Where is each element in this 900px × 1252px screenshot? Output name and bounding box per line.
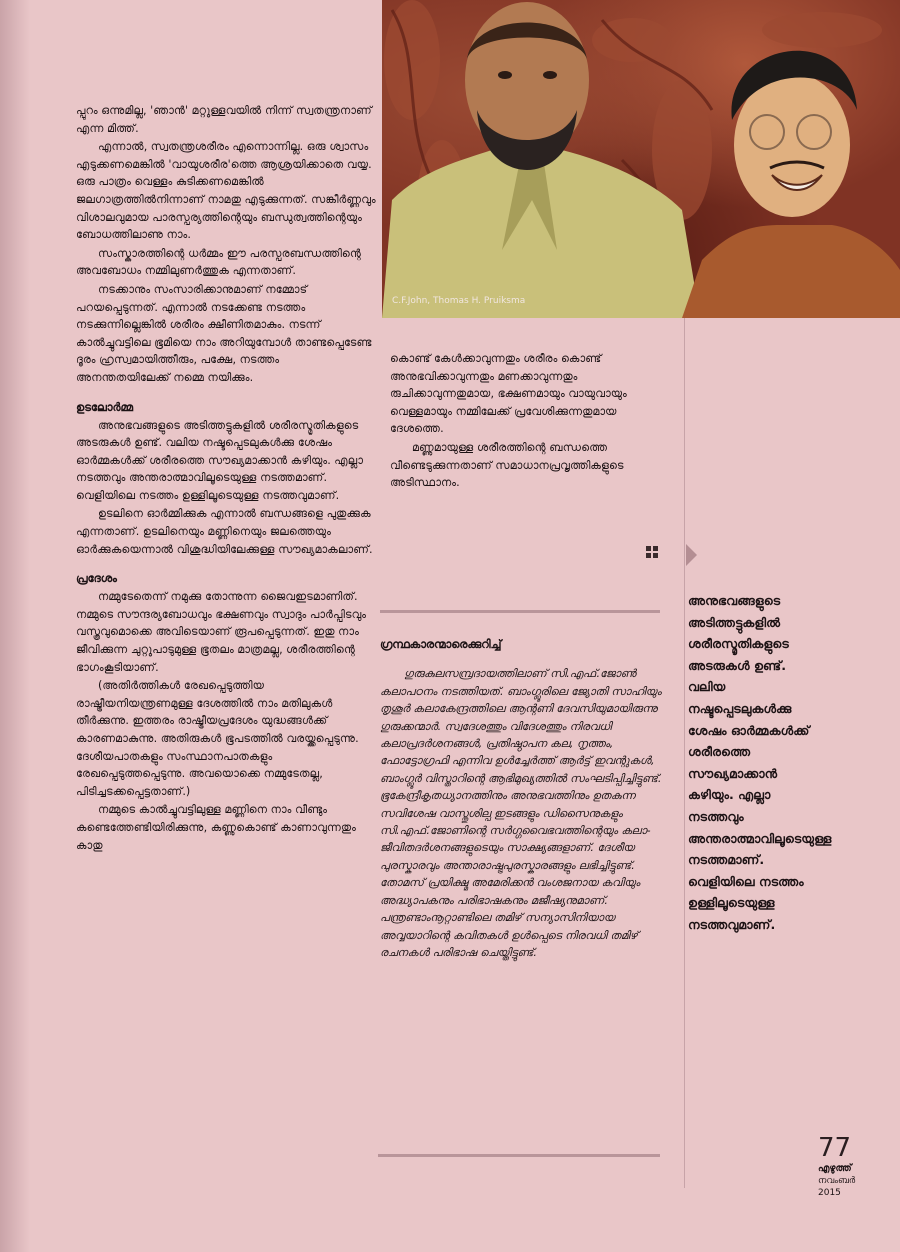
section-heading: പ്രദേശം	[76, 571, 117, 586]
column-divider	[684, 318, 685, 1188]
paragraph: കൊണ്ട് കേൾക്കാവുന്നതും ശരീരം കൊണ്ട് അനുഭവിക്കാവുന്നതും മണക്കാവുന്നതും രുചിക്കാവുന്നതുമായ, ഭക്ഷണമായും വായുവായും വെള്ളമായും നമ്മിലേക്ക് പ്രവേശിക്കുന്നതുമായ ദേശത്തെ.	[390, 352, 627, 436]
paragraph: ഉടലിനെ ഓർമ്മിക്കുക എന്നാൽ ബന്ധങ്ങളെ പുതുക്കുക എന്നതാണ്. ഉടലിനെയും മണ്ണിനെയും ജലത്തെയും ഓർക്കുകയെന്നാൽ വിശുദ്ധിയിലേക്കുള്ള സൗഖ്യമാകലാണ്.	[76, 507, 373, 556]
arrow-marker-icon	[686, 544, 697, 566]
magazine-name: എഴുത്ത്	[818, 1163, 852, 1174]
page-number: 77	[818, 1133, 852, 1163]
box-rule-bottom	[378, 1154, 660, 1157]
paragraph: അനുഭവങ്ങളുടെ അടിത്തട്ടുകളിൽ ശരീരസ്മൃതികളുടെ അടരുകൾ ഉണ്ട്. വലിയ നഷ്ടപ്പെടലുകൾക്കു ശേഷം ഓർമ്മകൾക്ക് ശരീരത്തെ സൗഖ്യമാക്കാൻ കഴിയും. എല്ലാ നടത്തവും അന്തരാത്മാവിലൂടെയുള്ള നടത്തമാണ്. വെളിയിലെ നടത്തം ഉള്ളിലൂടെയുള്ള നടത്തവുമാണ്.	[76, 418, 363, 502]
paragraph: പ്പുറം ഒന്നുമില്ല, 'ഞാൻ' മറ്റുള്ളവയിൽ നിന്ന് സ്വതന്ത്രനാണ് എന്ന മിത്ത്.	[76, 104, 372, 135]
paragraph: സംസ്കാരത്തിന്റെ ധർമ്മം ഈ പരസ്പരബന്ധത്തിന്റെ അവബോധം നമ്മിലുണർത്തുക എന്നതാണ്.	[76, 246, 362, 278]
about-authors-box	[380, 636, 662, 961]
photo-caption: C.F.John, Thomas H. Pruiksma	[392, 296, 526, 306]
right-person	[682, 51, 900, 318]
article-left-column	[76, 102, 376, 855]
paragraph: എന്നാൽ, സ്വതന്ത്രശരീരം എന്നൊന്നില്ല. ഒരു ശ്വാസം എടുക്കണമെങ്കിൽ 'വായുശരീര'ത്തെ ആശ്രയിക്കാതെ വയ്യ. ഒരു പാത്രം വെള്ളം കുടിക്കണമെങ്കിൽ ജലഗാത്രത്തിൽനിന്നാണ് നാമതു എടുക്കുന്നത്. സങ്കീർണ്ണവും വിശാലവുമായ പാരസ്പര്യത്തിന്റെയും ബന്ധുത്വത്തിന്റെയും ബോധത്തിലാണു നാം.	[76, 140, 376, 242]
page-folio	[818, 1134, 855, 1199]
page-gutter-shade	[0, 0, 30, 1252]
section-heading: ഉടലോർമ്മ	[76, 399, 133, 414]
article-middle-column	[390, 350, 662, 493]
box-rule-top	[380, 610, 660, 613]
paragraph: നടക്കാനും സംസാരിക്കാനുമാണ് നമ്മോട് പറയപ്പെടുന്നത്. എന്നാൽ നടക്കേണ്ട നടത്തം നടക്കുന്നില്ലെങ്കിൽ ശരീരം ക്ഷീണിതമാകും. നടന്ന് കാൽച്ചുവട്ടിലെ ഭൂമിയെ നാം അറിയുമ്പോൾ താണ്ടപ്പെടേണ്ട ദൂരം ഹ്രസ്വമായിത്തീരും, പക്ഷേ, നടത്തം അനന്തതയിലേക്ക് നമ്മെ നയിക്കും.	[76, 282, 372, 384]
pull-quote: അനുഭവങ്ങളുടെ അടിത്തട്ടുകളിൽ ശരീരസ്മൃതികളുടെ അടരുകൾ ഉണ്ട്. വലിയ നഷ്ടപ്പെടലുകൾക്കു ശേഷം ഓർമ്മകൾക്ക് ശരീരത്തെ സൗഖ്യമാക്കാൻ കഴിയും. എല്ലാ നടത്തവും അന്തരാത്മാവിലൂടെയുള്ള നടത്തമാണ്. വെളിയിലെ നടത്തം ഉള്ളിലൂടെയുള്ള നടത്തവുമാണ്.	[688, 593, 832, 932]
paragraph: നമ്മുടെ കാൽച്ചുവട്ടിലുള്ള മണ്ണിനെ നാം വീണ്ടും കണ്ടെത്തേണ്ടിയിരിക്കുന്നു, കണ്ണുകൊണ്ട് കാണാവുന്നതും കാതു	[76, 803, 356, 852]
paragraph: മണ്ണുമായുള്ള ശരീരത്തിന്റെ ബന്ധത്തെ വീണ്ടെടുക്കുന്നതാണ് സമാധാനപ്രവൃത്തികളുടെ അടിസ്ഥാനം.	[390, 440, 624, 490]
about-authors-text: ഗുരുകുലസമ്പ്രദായത്തിലാണ് സി.എഫ്.ജോൺ കലാപഠനം നടത്തിയത്. ബാംഗ്ലൂരിലെ ജ്യോതി സാഹിയും തൃശൂർ കലാകേന്ദ്രത്തിലെ ആന്റണി ദേവസിയുമായിരുന്നു ഗുരുക്കന്മാർ. സ്വദേശത്തും വിദേശത്തും നിരവധി കലാപ്രദർശനങ്ങൾ, പ്രതിഷ്ഠാപന കല, നൃത്തം, ഫോട്ടോഗ്രഫി എന്നിവ ഉൾച്ചേർത്ത് ആർട്ട് ഇവന്റുകൾ, ബാംഗ്ലൂർ വിസ്താറിന്റെ ആഭിമുഖ്യത്തിൽ സംഘടിപ്പിച്ചിട്ടുണ്ട്. ഭൂകേന്ദ്രീകൃതധ്യാനത്തിനും അനുഭവത്തിനും ഉതകുന്ന സവിശേഷ വാസ്തുശില്പ ഇടങ്ങളും ഡിസൈനുകളും സി.എഫ്.ജോണിന്റെ സർഗ്ഗവൈഭവത്തിന്റെയും കലാ-ജീവിതദർശനങ്ങളുടെയും സാക്ഷ്യങ്ങളാണ്. ദേശീയ പുരസ്കാരവും അന്താരാഷ്ട്രപുരസ്കാരങ്ങളും ലഭിച്ചിട്ടുണ്ട്. തോമസ് പ്രയിക്ഷ്മ അമേരിക്കൻ വംശജനായ കവിയും അദ്ധ്യാപകനും പരിഭാഷകനും മജീഷ്യനുമാണ്. പന്ത്രണ്ടാംനൂറ്റാണ്ടിലെ തമിഴ് സന്യാസിനിയായ അവ്വയാറിന്റെ കവിതകൾ ഉൾപ്പെടെ നിരവധി തമിഴ് രചനകൾ പരിഭാഷ ചെയ്തിട്ടുണ്ട്.	[380, 667, 662, 959]
photo-figures	[382, 0, 900, 318]
issue-month: നവംബർ	[818, 1176, 856, 1186]
issue-year: 2015	[818, 1188, 841, 1198]
paragraph: (അതിർത്തികൾ രേഖപ്പെടുത്തിയ രാഷ്ട്രീയനിയന്ത്രണമുള്ള ദേശത്തിൽ നാം മതിലുകൾ തീർക്കുന്നു. ഇത്തരം രാഷ്ട്രീയപ്രദേശം യുദ്ധങ്ങൾക്ക് കാരണമാകുന്നു. അതിരുകൾ ഭൂപടത്തിൽ വരയ്ക്കപ്പെടുന്നു. ദേശീയപാതകളും സംസ്ഥാനപാതകളും രേഖപ്പെടുത്തപ്പെടുന്നു. അവയൊക്കെ നമ്മുടേതല്ല, പിടിച്ചടക്കപ്പെട്ടതാണ്.)	[76, 679, 359, 798]
about-authors-heading: ഗ്രന്ഥകാരന്മാരെക്കുറിച്ച്	[380, 638, 502, 651]
author-photo	[382, 0, 900, 318]
paragraph: നമ്മുടേതെന്ന് നമുക്കു തോന്നുന്ന ജൈവഇടമാണിത്. നമ്മുടെ സൗന്ദര്യബോധവും ഭക്ഷണവും സ്വാദും പാർപ്പിടവും വസ്ത്രവുമൊക്കെ അവിടെയാണ് രൂപപ്പെടുന്നത്. ഇതു നാം ജീവിക്കുന്ന ചുറ്റുപാടുമുള്ള ഭൂതലം മാത്രമല്ല, ശരീരത്തിന്റെ ഭാഗംകൂടിയാണ്.	[76, 590, 367, 674]
